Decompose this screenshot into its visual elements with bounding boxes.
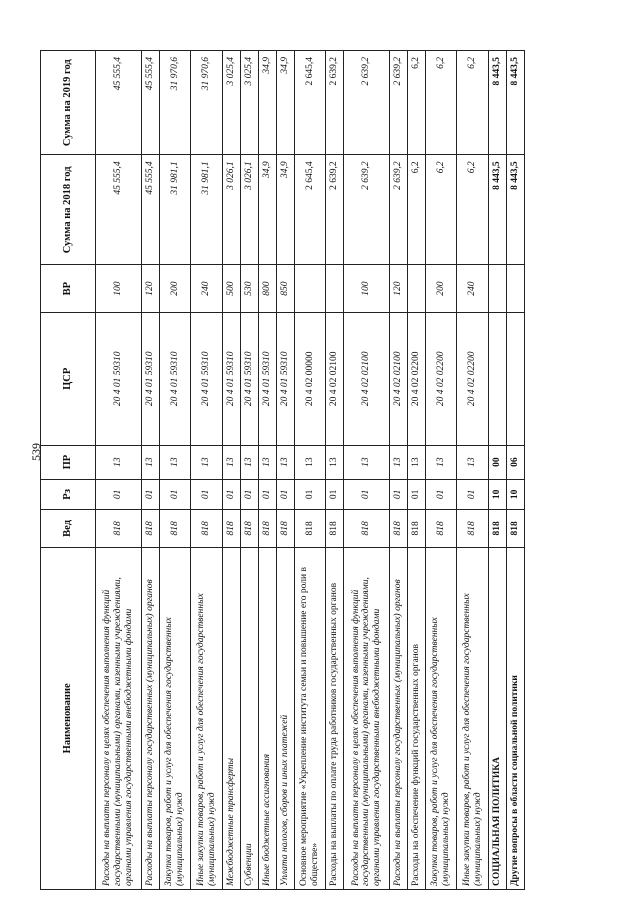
row-name-cell: Расходы на выплаты персоналу в целях обеспечения выполнения функций государственными (муниципальными) органами, казенными учреждениями, органами управления государственными внебюджетными фондами [96, 547, 142, 889]
row-sum-2019-cell: 34,9 [276, 51, 294, 155]
row-sum-2019-cell: 2 639,2 [344, 51, 390, 155]
row-ved-cell: 818 [276, 510, 294, 547]
row-vr-cell: 800 [258, 265, 276, 313]
row-csr-cell [489, 312, 507, 445]
row-sum-2019-cell: 45 555,4 [141, 51, 159, 155]
row-rz-cell: 01 [223, 479, 241, 510]
row-name-cell: Закупка товаров, работ и услуг для обеспечения государственных (муниципальных) нужд [425, 547, 457, 889]
row-sum-2019-cell: 31 970,6 [191, 51, 223, 155]
row-csr-cell: 20 4 02 02100 [344, 312, 390, 445]
row-pr-cell: 13 [258, 445, 276, 479]
row-rz-cell: 01 [326, 479, 344, 510]
table-row [457, 51, 489, 890]
row-name-cell: Расходы на выплаты персоналу в целях обеспечения выполнения функций государственными (муниципальными) органами, казенными учреждениями, органами управления государственными внебюджетными фондами [344, 547, 390, 889]
row-sum-2018-cell: 45 555,4 [96, 155, 142, 265]
row-ved-cell: 818 [223, 510, 241, 547]
row-vr-cell: 200 [159, 265, 191, 313]
table-row [294, 51, 326, 890]
row-csr-cell: 20 4 01 59310 [223, 312, 241, 445]
table-row [223, 51, 241, 890]
row-ved-cell: 818 [159, 510, 191, 547]
header-sum-2019: Сумма на 2019 год [41, 51, 96, 155]
row-name-cell: Расходы на выплаты персоналу государственных (муниципальных) органов [141, 547, 159, 889]
table-row [96, 51, 142, 890]
row-csr-cell: 20 4 02 00000 [294, 312, 326, 445]
row-ved-cell: 818 [507, 510, 525, 547]
row-rz-cell: 10 [507, 479, 525, 510]
table-row [389, 51, 407, 890]
row-ved-cell: 818 [326, 510, 344, 547]
row-pr-cell: 13 [425, 445, 457, 479]
row-pr-cell: 13 [276, 445, 294, 479]
row-vr-cell: 240 [457, 265, 489, 313]
header-vr: ВР [41, 265, 96, 313]
row-sum-2018-cell: 6,2 [425, 155, 457, 265]
row-sum-2018-cell: 45 555,4 [141, 155, 159, 265]
table-row [159, 51, 191, 890]
row-name-cell: Расходы на выплаты персоналу государственных (муниципальных) органов [389, 547, 407, 889]
row-sum-2019-cell: 6,2 [407, 51, 425, 155]
header-name: Наименование [41, 547, 96, 889]
row-sum-2018-cell: 8 443,5 [489, 155, 507, 265]
row-pr-cell: 13 [344, 445, 390, 479]
table-row [507, 51, 525, 890]
row-ved-cell: 818 [489, 510, 507, 547]
table-row [407, 51, 425, 890]
row-name-cell: Уплата налогов, сборов и иных платежей [276, 547, 294, 889]
row-pr-cell: 13 [223, 445, 241, 479]
row-vr-cell: 120 [141, 265, 159, 313]
row-pr-cell: 13 [457, 445, 489, 479]
row-pr-cell: 13 [294, 445, 326, 479]
row-sum-2018-cell: 31 981,1 [159, 155, 191, 265]
row-csr-cell [507, 312, 525, 445]
row-sum-2019-cell: 31 970,6 [159, 51, 191, 155]
row-vr-cell: 200 [425, 265, 457, 313]
table-row [191, 51, 223, 890]
row-pr-cell: 13 [191, 445, 223, 479]
row-ved-cell: 818 [425, 510, 457, 547]
row-name-cell: Иные закупки товаров, работ и услуг для обеспечения государственных (муниципальных) нужд [191, 547, 223, 889]
header-row [41, 51, 96, 890]
row-csr-cell: 20 4 02 02100 [326, 312, 344, 445]
row-csr-cell: 20 4 01 59310 [276, 312, 294, 445]
row-ved-cell: 818 [294, 510, 326, 547]
row-sum-2018-cell: 34,9 [258, 155, 276, 265]
row-vr-cell [326, 265, 344, 313]
header-ved: Вед [41, 510, 96, 547]
budget-table [40, 50, 525, 890]
page-number: 539 [29, 443, 43, 461]
row-vr-cell [294, 265, 326, 313]
row-rz-cell: 01 [457, 479, 489, 510]
table-row [344, 51, 390, 890]
rotated-table-container [40, 50, 525, 890]
row-csr-cell: 20 4 01 59310 [96, 312, 142, 445]
row-rz-cell: 01 [389, 479, 407, 510]
row-ved-cell: 818 [344, 510, 390, 547]
row-pr-cell: 13 [159, 445, 191, 479]
row-csr-cell: 20 4 01 59310 [240, 312, 258, 445]
row-sum-2018-cell: 34,9 [276, 155, 294, 265]
row-rz-cell: 01 [240, 479, 258, 510]
row-rz-cell: 10 [489, 479, 507, 510]
row-sum-2019-cell: 6,2 [457, 51, 489, 155]
row-sum-2018-cell: 2 639,2 [326, 155, 344, 265]
row-name-cell: Субвенции [240, 547, 258, 889]
row-pr-cell: 13 [407, 445, 425, 479]
header-sum-2018: Сумма на 2018 год [41, 155, 96, 265]
row-vr-cell [489, 265, 507, 313]
row-vr-cell: 850 [276, 265, 294, 313]
row-pr-cell: 06 [507, 445, 525, 479]
row-sum-2019-cell: 8 443,5 [507, 51, 525, 155]
row-sum-2019-cell: 6,2 [425, 51, 457, 155]
row-csr-cell: 20 4 01 59310 [258, 312, 276, 445]
row-vr-cell [507, 265, 525, 313]
row-ved-cell: 818 [96, 510, 142, 547]
table-row [276, 51, 294, 890]
row-rz-cell: 01 [344, 479, 390, 510]
row-rz-cell: 01 [425, 479, 457, 510]
row-sum-2018-cell: 2 639,2 [344, 155, 390, 265]
row-pr-cell: 13 [389, 445, 407, 479]
row-name-cell: СОЦИАЛЬНАЯ ПОЛИТИКА [489, 547, 507, 889]
row-rz-cell: 01 [294, 479, 326, 510]
row-pr-cell: 00 [489, 445, 507, 479]
row-vr-cell: 100 [344, 265, 390, 313]
row-name-cell: Расходы на обеспечение функций государственных органов [407, 547, 425, 889]
row-rz-cell: 01 [96, 479, 142, 510]
row-ved-cell: 818 [457, 510, 489, 547]
table-row [258, 51, 276, 890]
row-vr-cell: 240 [191, 265, 223, 313]
row-sum-2019-cell: 2 645,4 [294, 51, 326, 155]
row-ved-cell: 818 [141, 510, 159, 547]
row-sum-2018-cell: 3 026,1 [240, 155, 258, 265]
row-pr-cell: 13 [326, 445, 344, 479]
row-pr-cell: 13 [96, 445, 142, 479]
row-csr-cell: 20 4 01 59310 [191, 312, 223, 445]
row-sum-2019-cell: 2 639,2 [326, 51, 344, 155]
header-csr: ЦСР [41, 312, 96, 445]
table-row [141, 51, 159, 890]
row-rz-cell: 01 [141, 479, 159, 510]
row-csr-cell: 20 4 02 02200 [457, 312, 489, 445]
row-sum-2019-cell: 8 443,5 [489, 51, 507, 155]
row-name-cell: Другие вопросы в области социальной политики [507, 547, 525, 889]
header-rz: Рз [41, 479, 96, 510]
row-csr-cell: 20 4 02 02100 [389, 312, 407, 445]
row-ved-cell: 818 [191, 510, 223, 547]
row-pr-cell: 13 [141, 445, 159, 479]
table-row [240, 51, 258, 890]
row-sum-2018-cell: 2 639,2 [389, 155, 407, 265]
row-vr-cell: 120 [389, 265, 407, 313]
row-csr-cell: 20 4 01 59310 [159, 312, 191, 445]
row-rz-cell: 01 [191, 479, 223, 510]
row-sum-2019-cell: 3 025,4 [223, 51, 241, 155]
row-rz-cell: 01 [276, 479, 294, 510]
row-sum-2019-cell: 3 025,4 [240, 51, 258, 155]
row-sum-2018-cell: 6,2 [407, 155, 425, 265]
row-name-cell: Основное мероприятие «Укрепление института семьи и повышение его роли в обществе» [294, 547, 326, 889]
row-sum-2018-cell: 6,2 [457, 155, 489, 265]
row-rz-cell: 01 [407, 479, 425, 510]
row-vr-cell: 500 [223, 265, 241, 313]
row-ved-cell: 818 [258, 510, 276, 547]
row-name-cell: Межбюджетные трансферты [223, 547, 241, 889]
row-vr-cell: 100 [96, 265, 142, 313]
row-csr-cell: 20 4 02 02200 [425, 312, 457, 445]
row-ved-cell: 818 [389, 510, 407, 547]
row-sum-2018-cell: 2 645,4 [294, 155, 326, 265]
row-rz-cell: 01 [258, 479, 276, 510]
row-name-cell: Иные закупки товаров, работ и услуг для обеспечения государственных (муниципальных) нужд [457, 547, 489, 889]
row-ved-cell: 818 [240, 510, 258, 547]
row-ved-cell: 818 [407, 510, 425, 547]
row-sum-2019-cell: 34,9 [258, 51, 276, 155]
table-row [326, 51, 344, 890]
row-name-cell: Закупка товаров, работ и услуг для обеспечения государственных (муниципальных) нужд [159, 547, 191, 889]
row-sum-2018-cell: 8 443,5 [507, 155, 525, 265]
table-row [489, 51, 507, 890]
row-vr-cell [407, 265, 425, 313]
table-body [96, 51, 525, 890]
row-sum-2018-cell: 31 981,1 [191, 155, 223, 265]
row-sum-2019-cell: 45 555,4 [96, 51, 142, 155]
row-sum-2018-cell: 3 026,1 [223, 155, 241, 265]
row-name-cell: Расходы на выплаты по оплате труда работников государственных органов [326, 547, 344, 889]
row-name-cell: Иные бюджетные ассигнования [258, 547, 276, 889]
row-csr-cell: 20 4 02 02200 [407, 312, 425, 445]
row-sum-2019-cell: 2 639,2 [389, 51, 407, 155]
table-row [425, 51, 457, 890]
row-csr-cell: 20 4 01 59310 [141, 312, 159, 445]
row-vr-cell: 530 [240, 265, 258, 313]
header-pr: ПР [41, 445, 96, 479]
row-rz-cell: 01 [159, 479, 191, 510]
row-pr-cell: 13 [240, 445, 258, 479]
